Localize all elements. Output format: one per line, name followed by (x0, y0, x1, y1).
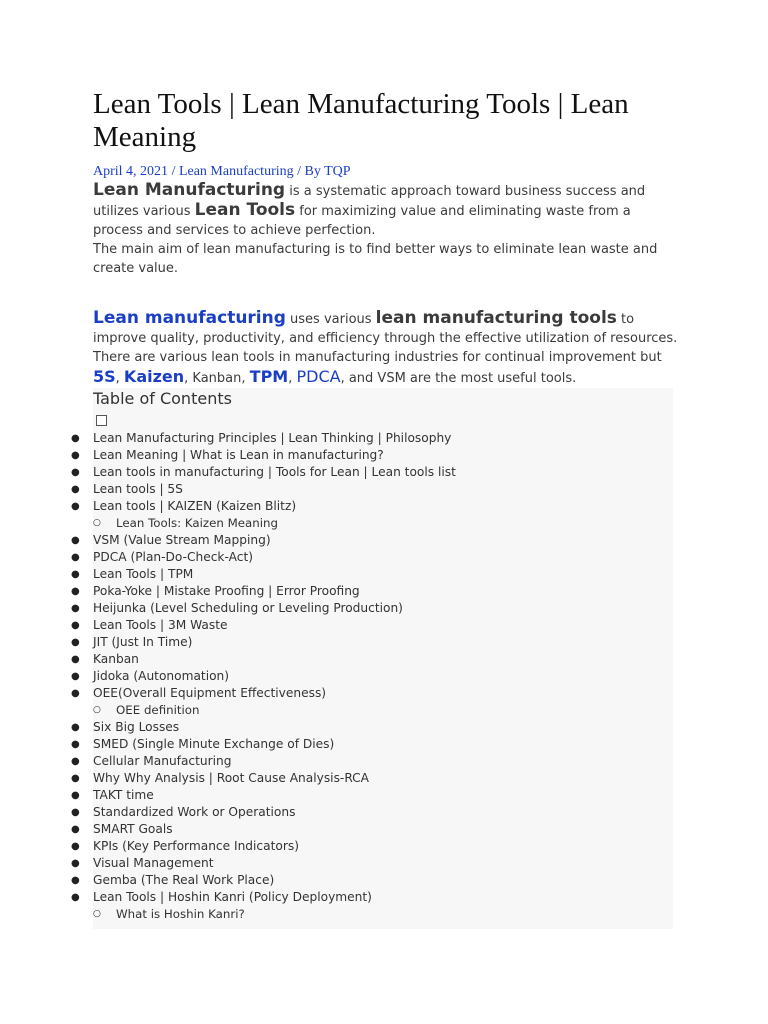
tools-text-1: uses various (285, 312, 376, 327)
toc-item[interactable] (71, 447, 673, 464)
toc-item[interactable] (71, 821, 673, 838)
toc-item-label[interactable]: OEE(Overall Equipment Effectiveness) (93, 686, 327, 700)
disc-bullet-icon: ● (71, 892, 80, 903)
post-meta (93, 163, 683, 181)
toc-item-label[interactable]: PDCA (Plan-Do-Check-Act) (93, 550, 253, 564)
toc-item-label[interactable]: Standardized Work or Operations (93, 805, 296, 819)
intro-paragraph (93, 181, 683, 240)
toc-item-label[interactable]: Why Why Analysis | Root Cause Analysis-RCA (93, 771, 370, 785)
toc-item[interactable] (71, 770, 673, 787)
toc-item-label[interactable]: Visual Management (93, 856, 214, 870)
toc-item[interactable] (71, 651, 673, 668)
intro-bold-lean-tools: Lean Tools (194, 200, 296, 220)
toc-item[interactable] (71, 617, 673, 634)
toc-item[interactable] (71, 889, 673, 906)
toc-item-label[interactable]: Poka-Yoke | Mistake Proofing | Error Proofing (93, 584, 360, 598)
toc-item-label[interactable]: OEE definition (116, 703, 200, 717)
toc-item[interactable] (71, 430, 673, 447)
toc-toggle-checkbox[interactable] (96, 415, 107, 426)
meta-by: / By (293, 164, 325, 179)
disc-bullet-icon: ● (71, 875, 80, 886)
disc-bullet-icon: ● (71, 637, 80, 648)
circle-bullet-icon: ○ (93, 909, 101, 919)
toc-item-label[interactable]: What is Hoshin Kanri? (116, 907, 245, 921)
toc-item[interactable] (71, 532, 673, 549)
disc-bullet-icon: ● (71, 535, 80, 546)
disc-bullet-icon: ● (71, 722, 80, 733)
toc-item[interactable] (71, 804, 673, 821)
toc-item[interactable] (71, 464, 673, 481)
disc-bullet-icon: ● (71, 790, 80, 801)
5s-link[interactable]: 5S (93, 367, 116, 386)
disc-bullet-icon: ● (71, 484, 80, 495)
tools-text-3: There are various lean tools in manufacturing industries for continual improvement but (93, 350, 662, 365)
toc-item[interactable] (71, 549, 673, 566)
toc-item[interactable] (71, 600, 673, 617)
disc-bullet-icon: ● (71, 858, 80, 869)
author-link[interactable]: TQP (324, 164, 351, 179)
toc-item-label[interactable]: Lean tools | 5S (93, 482, 183, 496)
toc-item[interactable] (71, 719, 673, 736)
circle-bullet-icon: ○ (93, 518, 101, 528)
disc-bullet-icon: ● (71, 756, 80, 767)
toc-item[interactable] (71, 838, 673, 855)
toc-item-label[interactable]: Kanban (93, 652, 139, 666)
circle-bullet-icon: ○ (93, 705, 101, 715)
toc-item[interactable] (71, 787, 673, 804)
tpm-link[interactable]: TPM (249, 367, 289, 386)
toc-item[interactable] (71, 634, 673, 651)
toc-item[interactable] (71, 668, 673, 685)
toc-subitem[interactable] (93, 906, 673, 923)
intro-bold-lean-manufacturing: Lean Manufacturing (93, 180, 286, 200)
toc-item-label[interactable]: SMED (Single Minute Exchange of Dies) (93, 737, 335, 751)
disc-bullet-icon: ● (71, 552, 80, 563)
disc-bullet-icon: ● (71, 824, 80, 835)
tools-paragraph (93, 309, 683, 348)
category-link[interactable]: Lean Manufacturing (178, 164, 294, 179)
toc-item-label[interactable]: Six Big Losses (93, 720, 180, 734)
toc-item-label[interactable]: JIT (Just In Time) (93, 635, 193, 649)
disc-bullet-icon: ● (71, 620, 80, 631)
disc-bullet-icon: ● (71, 467, 80, 478)
toc-item-label[interactable]: Heijunka (Level Scheduling or Leveling Production) (93, 601, 403, 615)
disc-bullet-icon: ● (71, 841, 80, 852)
toc-item[interactable] (71, 481, 673, 498)
toc-item-label[interactable]: Cellular Manufacturing (93, 754, 232, 768)
disc-bullet-icon: ● (71, 586, 80, 597)
tools-text-2: to improve quality, productivity, and efficiency through the effective utilization of resources. (93, 312, 678, 346)
toc-item-label[interactable]: Jidoka (Autonomation) (93, 669, 230, 683)
meta-separator: / (168, 164, 179, 179)
toc-item[interactable] (71, 855, 673, 872)
disc-bullet-icon: ● (71, 688, 80, 699)
pdca-link[interactable]: PDCA (296, 367, 341, 386)
disc-bullet-icon: ● (71, 654, 80, 665)
intro-text-1: is a systematic approach toward business success and utilizes various (93, 184, 646, 219)
toc-subitem[interactable] (93, 515, 673, 532)
table-of-contents (71, 388, 673, 929)
intro-paragraph-2: The main aim of lean manufacturing is to find better ways to eliminate lean waste and create value. (93, 242, 658, 276)
toc-item[interactable] (71, 566, 673, 583)
disc-bullet-icon: ● (71, 569, 80, 580)
disc-bullet-icon: ● (71, 671, 80, 682)
toc-item-label[interactable]: Lean Tools | 3M Waste (93, 618, 228, 632)
disc-bullet-icon: ● (71, 773, 80, 784)
toc-item-label[interactable]: VSM (Value Stream Mapping) (93, 533, 271, 547)
toc-item-label[interactable]: Lean Manufacturing Principles | Lean Thinking | Philosophy (93, 431, 452, 445)
disc-bullet-icon: ● (71, 501, 80, 512)
toc-item[interactable] (71, 753, 673, 770)
toc-item-label[interactable]: SMART Goals (93, 822, 173, 836)
tools-text-4: , Kanban, (184, 371, 250, 386)
toc-item-label[interactable]: Gemba (The Real Work Place) (93, 873, 275, 887)
toc-item-label[interactable]: Lean tools | KAIZEN (Kaizen Blitz) (93, 499, 297, 513)
disc-bullet-icon: ● (71, 603, 80, 614)
toc-item-label[interactable]: Lean Tools: Kaizen Meaning (116, 516, 278, 530)
toc-item[interactable] (71, 872, 673, 889)
toc-item[interactable] (71, 685, 673, 702)
comma: , (288, 371, 297, 386)
page-title: Lean Tools | Lean Manufacturing Tools | Lean Meaning (93, 88, 629, 153)
toc-item-label[interactable]: KPIs (Key Performance Indicators) (93, 839, 299, 853)
toc-item-label[interactable]: TAKT time (93, 788, 154, 802)
toc-list (71, 430, 673, 923)
disc-bullet-icon: ● (71, 739, 80, 750)
toc-subitem[interactable] (93, 702, 673, 719)
tools-bold: lean manufacturing tools (375, 308, 617, 328)
toc-item[interactable] (71, 583, 673, 600)
disc-bullet-icon: ● (71, 433, 80, 444)
toc-item-label[interactable]: Lean Tools | Hoshin Kanri (Policy Deployment) (93, 890, 372, 904)
tools-list-paragraph (93, 348, 683, 388)
toc-title: Table of Contents (93, 389, 232, 408)
tools-text-5: , and VSM are the most useful tools. (340, 371, 577, 386)
disc-bullet-icon: ● (71, 807, 80, 818)
kaizen-link[interactable]: Kaizen (123, 367, 185, 386)
toc-item-label[interactable]: Lean Meaning | What is Lean in manufacturing? (93, 448, 384, 462)
intro-text-2: for maximizing value and eliminating waste from a process and services to achieve perfection. (93, 204, 631, 238)
toc-item[interactable] (71, 736, 673, 753)
toc-item-label[interactable]: Lean Tools | TPM (93, 567, 194, 581)
toc-item[interactable] (71, 498, 673, 515)
disc-bullet-icon: ● (71, 450, 80, 461)
toc-item-label[interactable]: Lean tools in manufacturing | Tools for Lean | Lean tools list (93, 465, 456, 479)
comma: , (115, 371, 124, 386)
post-date[interactable]: April 4, 2021 (93, 164, 169, 179)
lean-manufacturing-link[interactable]: Lean manufacturing (93, 308, 286, 328)
article (71, 88, 683, 929)
